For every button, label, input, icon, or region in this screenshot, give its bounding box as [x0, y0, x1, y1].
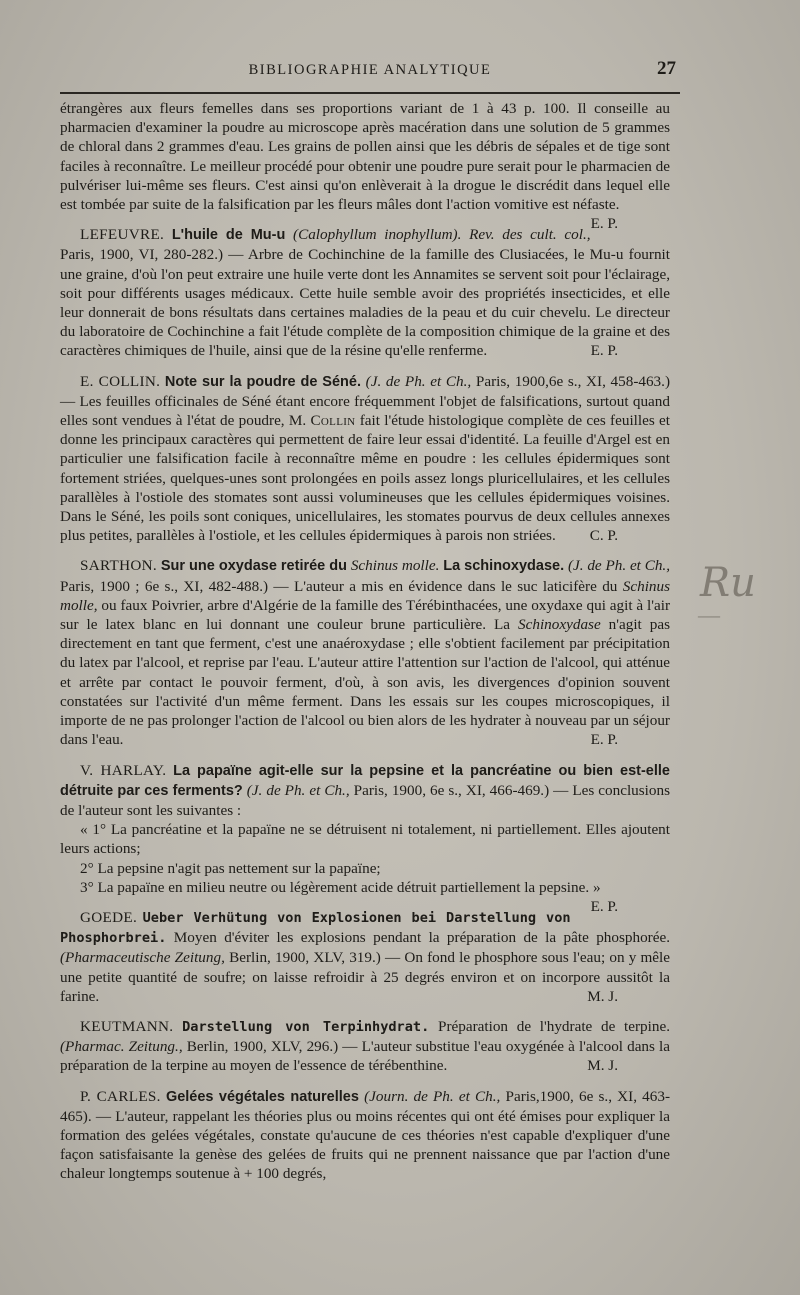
entry-text: Berlin, 1900, XLV, 296.) — L'auteur substitue l'eau oxygénée à l'alcool dans la préparation de la terpine au moyen de l'essence de térébenthine.: [60, 1038, 670, 1075]
entry-author: P. CARLES.: [80, 1087, 161, 1105]
entry-signature: M. J.: [587, 987, 618, 1005]
entry-title: Note sur la poudre de Séné.: [164, 373, 361, 390]
entry-title: Gelées végétales naturelles: [165, 1088, 359, 1105]
quote-line: « 1° La pancréatine et la papaïne ne se détruisent ni totalement, ni partiellement. Elles ajoutent leurs actions;: [60, 821, 670, 858]
entry-reference: (Journ. de Ph. et Ch.,: [364, 1087, 501, 1105]
page-number: 27: [657, 58, 676, 79]
entry-continuation: [60, 99, 670, 233]
entry-reference: (J. de Ph. et Ch.,: [246, 781, 350, 799]
entry-carles: [60, 1087, 670, 1184]
entry-reference: Rev. des cult. col.,: [469, 226, 591, 244]
entry-keutmann: [60, 1017, 670, 1076]
margin-handwriting: Ru: [700, 560, 756, 606]
entry-signature: E. P.: [590, 731, 618, 749]
entry-title: La schinoxydase.: [443, 558, 565, 575]
entry-reference: (J. de Ph. et Ch.,: [365, 372, 472, 390]
entry-text: fait l'étude histologique complète de ces feuilles et donne les principaux caractères qui permettent de faire leur essai d'identité. La feuille d'Argel est en particulier une falsification facile à reconnaître même en poudre : les cellules épidermiques sont fortement striées, quelques-unes sont prolongées en poils assez longs pluricellulaires, et les cellules parallèles à l'ostiole des stomates sont aussi volumineuses que les cellules épidermiques voisines. Dans le Séné, les poils sont coniques, unicellulaires, les stomates pourvus de deux cellules annexes plus petites, parallèles à l'ostiole, et les cellules épidermiques à parois non striées.: [60, 412, 671, 545]
entry-text-intro: Préparation de l'hydrate de terpine.: [438, 1017, 671, 1035]
running-title: BIBLIOGRAPHIE ANALYTIQUE: [248, 62, 492, 78]
quote-line: 3° La papaïne en milieu neutre ou légèrement acide détruit partiellement la pepsine. »: [80, 878, 601, 896]
entry-author: GOEDE.: [80, 908, 138, 926]
entry-signature: C. P.: [589, 527, 618, 545]
entry-latin-name-3: Schinoxydase: [518, 616, 601, 634]
entry-lefeuvre: [60, 225, 670, 360]
entry-sarthon: [60, 556, 670, 749]
entry-latin-name-2: Schinus molle,: [60, 577, 671, 614]
entry-text-ref: Paris, 1900 ; 6e s., XI, 482-488.) — L'auteur a mis en évidence dans le suc laticifère du: [60, 577, 618, 595]
entry-inline-author: Collin: [310, 412, 356, 430]
entry-text: Paris, 1900, 6e s., XI, 466-469.) — Les conclusions de l'auteur sont les suivantes :: [60, 781, 670, 819]
body-text: [60, 99, 670, 1195]
entry-author: KEUTMANN.: [80, 1017, 174, 1035]
entry-text: Berlin, 1900, XLV, 319.) — On fond le phosphore sous l'eau; on y mêle une petite quantité de soufre; on laisse refroidir à 25 degrés environ et on incorpore aussitôt la farine.: [60, 949, 671, 1005]
page-header: [60, 58, 680, 86]
entry-text: n'agit pas directement en tant que ferment, c'est une anaéroxydase ; elle s'obtient facilement par précipitation du latex par l'alcool, et reprise par l'eau. L'auteur attire l'attention sur l'action de l'alcool, qui atténue et arrête par contact le pouvoir ferment, d'où, à son avis, les divergences d'opinion souvent constatées sur l'activité d'un même ferment. Dans les essais sur les coupes microscopiques, il importe de ne pas prolonger l'action de l'alcool ou bien alors de les hydrater à nouveau par un séjour dans l'eau.: [60, 616, 671, 749]
entry-text-intro: Moyen d'éviter les explosions pendant la préparation de la pâte phosphorée.: [173, 929, 671, 947]
entry-reference: (Pharmac. Zeitung.,: [60, 1038, 183, 1056]
entry-signature: E. P.: [590, 215, 618, 233]
entry-reference: (J. de Ph. et Ch.,: [567, 557, 671, 575]
entry-title: Ueber Verhütung von Explosionen bei Darstellung von Phosphorbrei.: [60, 909, 571, 947]
entry-text: étrangères aux fleurs femelles dans ses proportions variant de 1 à 43 p. 100. Il conseille au pharmacien d'examiner la poudre au microscope après macération dans une solution de 5 grammes de chloral dans 2 grammes d'eau. Les grains de pollen ainsi que les débris de sépales et de tige sont faciles à reconnaître. Le meilleur procédé pour obtenir une poudre pure serait pour le pharmacien de pulvériser lui-même ses fleurs. C'est ainsi qu'on enlèverait à la drogue le discrédit dans lequel elle est tombée par suite de la falsification par les fleurs mâles dont l'action vomitive est néfaste.: [60, 100, 670, 214]
entry-title: L'huile de Mu-u: [171, 227, 286, 244]
entry-text: Paris, 1900, VI, 280-282.) — Arbre de Cochinchine de la famille des Clusiacées, le Mu-u fournit une graine, d'où l'on peut extraire une huile verte dont les Annamites se servent soit pour l'éclairage, soit pour différents usages médicaux. Cette huile semble avoir des propriétés insecticides, et elle leur donnerait de bons résultats dans certaines maladies de la peau et du cuir chevelu. Le directeur du laboratoire de Cochinchine a fait l'étude complète de la composition chimique de la graine et des caractères chimiques de l'huile, ainsi que de la résine qu'elle renferme.: [60, 246, 670, 360]
entry-latin-name: (Calophyllum inophyllum).: [293, 226, 462, 244]
entry-reference: (Pharmaceutische Zeitung,: [60, 949, 225, 967]
entry-goede: [60, 908, 670, 1006]
entry-text-intro: Paris, 1900,6e s., XI, 458-463.) — Les feuilles officinales de Séné étant encore fréquemment l'objet de falsifications, surtout quand elles sont vendues à l'état de poudre, M.: [60, 372, 671, 430]
entry-text-mid: ou faux Poivrier, arbre d'Algérie de la famille des Térébinthacées, une oxydaxe qui agit à l'air sur le latex blanc en lui donnant une couleur brune particulière. La: [60, 596, 670, 634]
header-rule: [60, 92, 680, 94]
quote-line: 2° La pepsine n'agit pas nettement sur la papaïne;: [80, 859, 381, 877]
margin-mark: —: [698, 602, 720, 627]
entry-signature: E. P.: [590, 342, 618, 360]
entry-signature: M. J.: [587, 1057, 618, 1075]
entry-author: SARTHON.: [80, 557, 158, 575]
entry-text: Paris,1900, 6e s., XI, 463-465). — L'auteur, rappelant les théories plus ou moins récentes qui ont été émises pour expliquer la formation des gelées végétales, constate qu'aucune de ces théories n'est capable d'expliquer d'une façon satisfaisante la genèse des gelées de fruits qui ne prennent naissance que par l'action d'une chaleur longtemps soutenue à + 100 degrés,: [60, 1087, 671, 1183]
entry-author: LEFEUVRE.: [80, 226, 165, 244]
entry-signature: E. P.: [590, 897, 618, 915]
entry-title: Darstellung von Terpinhydrat.: [182, 1018, 430, 1035]
entry-collin: [60, 372, 670, 546]
entry-title-pre: Sur une oxydase retirée du: [160, 558, 347, 575]
entry-author: V. HARLAY.: [80, 761, 167, 779]
entry-author: E. COLLIN.: [80, 372, 161, 390]
entry-title: La papaïne agit-elle sur la pepsine et la pancréatine ou bien est-elle détruite par ces ferments?: [60, 762, 670, 799]
entry-harlay: [60, 761, 670, 915]
entry-latin-name: Schinus molle.: [350, 557, 440, 575]
